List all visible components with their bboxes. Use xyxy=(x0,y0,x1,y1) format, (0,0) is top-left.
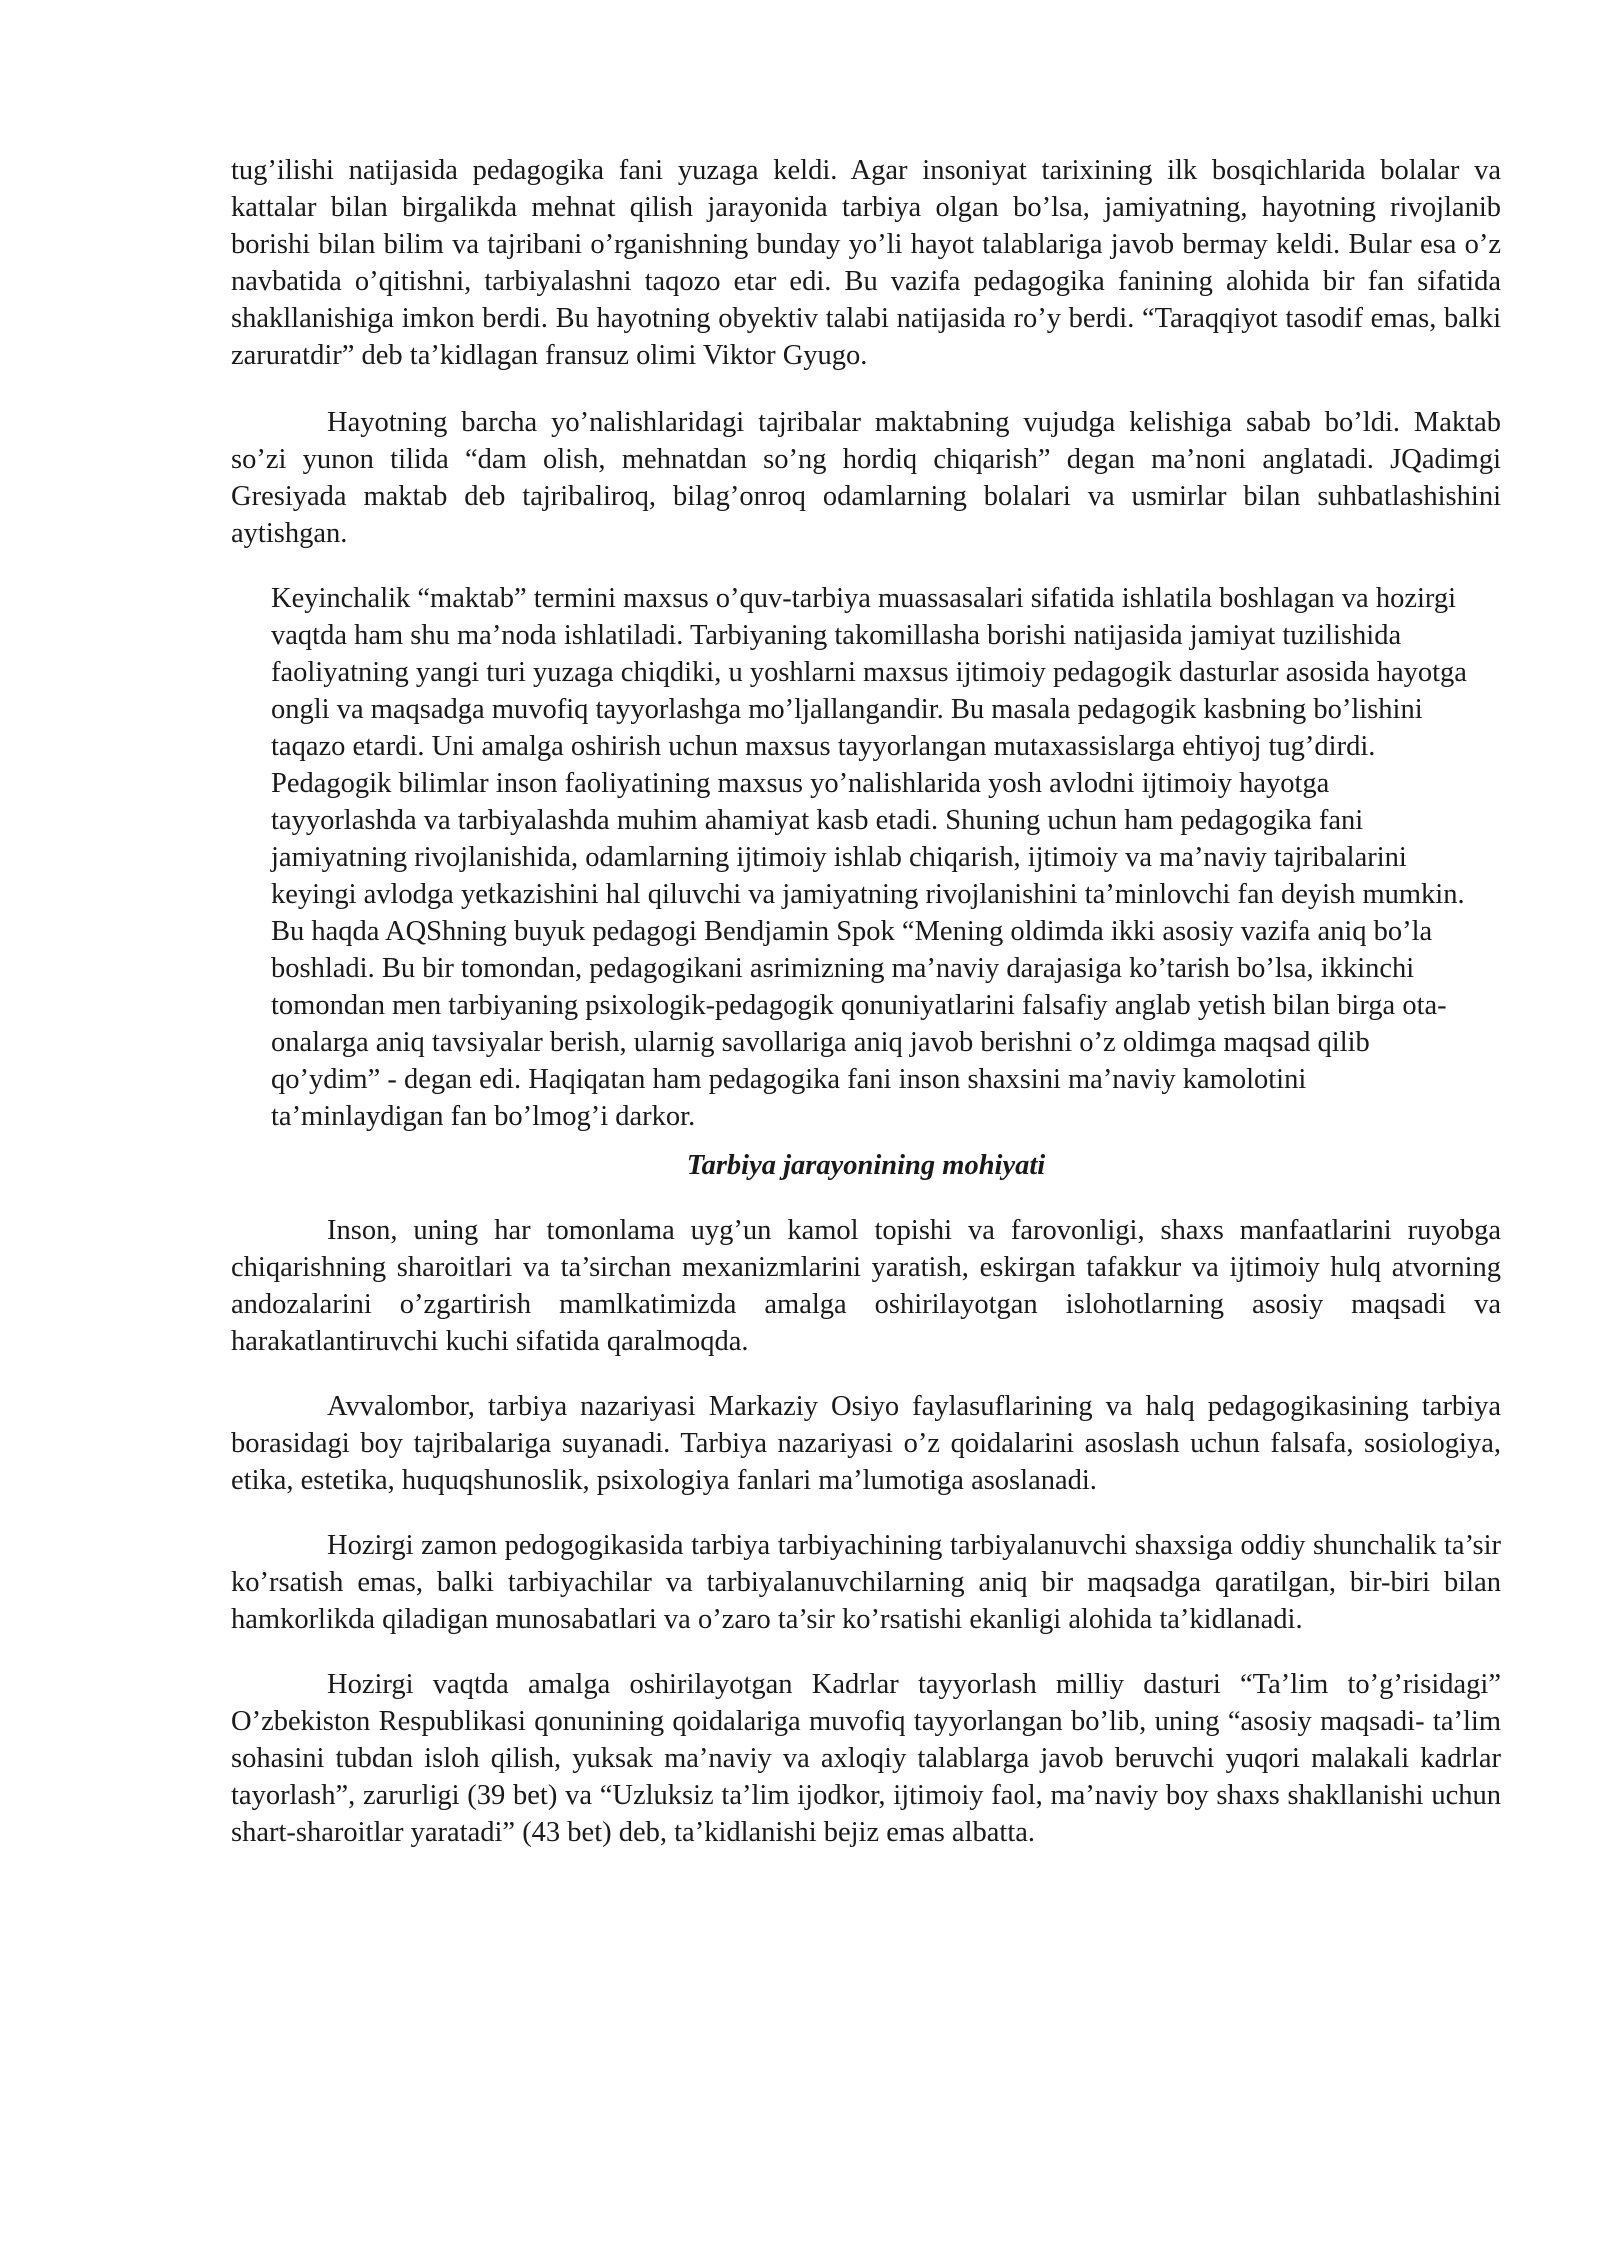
paragraph-maktab-origin: Hayotning barcha yo’nalishlaridagi tajribalar maktabning vujudga kelishiga sabab bo’ldi. Maktab so’zi yunon tilida “dam olish, mehnatdan so’ng hordiq chiqarish” degan ma’noni anglatadi. JQadimgi Gresiyada maktab deb tajribaliroq, bilag’onroq odamlarning bolalari va usmirlar bilan suhbatlashishini aytishgan. xyxy=(231,407,1501,549)
paragraph-intro-continuation: tug’ilishi natijasida pedagogika fani yuzaga keldi. Agar insoniyat tarixining ilk bosqichlarida bolalar va kattalar bilan birgalikda mehnat qilish jarayonida tarbiya olgan bo’lsa, jamiyatning, hayotning rivojlanib borishi bilan bilim va tajribani o’rganishning bunday yo’li hayot talablariga javob bermay keldi. Bular esa o’z navbatida o’qitishni, tarbiyalashni taqozo etar edi. Bu vazifa pedagogika fanining alohida bir fan sifatida shakllanishiga imkon berdi. Bu hayotning obyektiv talabi natijasida ro’y berdi. “Taraqqiyot tasodif emas, balki zaruratdir” deb ta’kidlagan fransuz olimi Viktor Gyugo. xyxy=(231,155,1501,371)
paragraph-maktab-term: Keyinchalik “maktab” termini maxsus o’quv-tarbiya muassasalari sifatida ishlatila boshlagan va hozirgi vaqtda ham shu ma’noda ishlatiladi. Tarbiyaning takomillasha borishi natijasida jamiyat tuzilishida faoliyatning yangi turi yuzaga chiqdiki, u yoshlarni maxsus ijtimoiy pedagogik dasturlar asosida hayotga ongli va maqsadga muvofiq tayyorlashga mo’ljallangandir. Bu masala pedagogik kasbning bo’lishini taqazo etardi. Uni amalga oshirish uchun maxsus tayyorlangan mutaxassislarga ehtiyoj tug’dirdi. Pedagogik bilimlar inson faoliyatining maxsus yo’nalishlarida yosh avlodni ijtimoiy hayotga tayyorlashda va tarbiyalashda muhim ahamiyat kasb etadi. Shuning uchun ham pedagogika fani jamiyatning rivojlanishida, odamlarning ijtimoiy ishlab chiqarish, ijtimoiy va ma’naviy tajribalarini keyingi avlodga yetkazishini hal qiluvchi va jamiyatning rivojlanishini ta’minlovchi fan deyish mumkin. Bu haqda AQShning buyuk pedagogi Bendjamin Spok “Mening oldimda ikki asosiy vazifa aniq bo’la boshladi. Bu bir tomondan, pedagogikani asrimizning ma’naviy darajasiga ko’tarish bo’lsa, ikkinchi tomondan men tarbiyaning psixologik-pedagogik qonuniyatlarini falsafiy anglab yetish bilan birga ota-onalarga aniq tavsiyalar berish, ularnig savollariga aniq javob berishni o’z oldimga maqsad qilib qo’ydim” - degan edi. Haqiqatan ham pedagogika fani inson shaxsini ma’naviy kamolotini ta’minlaydigan fan bo’lmog’i darkor. xyxy=(271,583,1467,1132)
paragraph-inson: Inson, uning har tomonlama uyg’un kamol topishi va farovonligi, shaxs manfaatlarini ruyobga chiqarishning sharoitlari va ta’sirchan mexanizmlarini yaratish, eskirgan tafakkur va ijtimoiy hulq atvorning andozalarini o’zgartirish mamlkatimizda amalga oshirilayotgan islohotlarning asosiy maqsadi va harakatlantiruvchi kuchi sifatida qaralmoqda. xyxy=(231,1215,1501,1357)
paragraph-hozirgi-vaqtda: Hozirgi vaqtda amalga oshirilayotgan Kadrlar tayyorlash milliy dasturi “Ta’lim to’g’risidagi” O’zbekiston Respublikasi qonunining qoidalariga muvofiq tayyorlangan bo’lib, uning “asosiy maqsadi- ta’lim sohasini tubdan isloh qilish, yuksak ma’naviy va axloqiy talablarga javob beruvchi yuqori malakali kadrlar tayorlash”, zarurligi (39 bet) va “Uzluksiz ta’lim ijodkor, ijtimoiy faol, ma’naviy boy shaxs shakllanishi uchun shart-sharoitlar yaratadi” (43 bet) deb, ta’kidlanishi bejiz emas albatta. xyxy=(231,1669,1501,1848)
paragraph-avvalombor: Avvalombor, tarbiya nazariyasi Markaziy Osiyo faylasuflarining va halq pedagogikasining tarbiya borasidagi boy tajribalariga suyanadi. Tarbiya nazariyasi o’z qoidalarini asoslash uchun falsafa, sosiologiya, etika, estetika, huquqshunoslik, psixologiya fanlari ma’lumotiga asoslanadi. xyxy=(231,1391,1501,1496)
document-page xyxy=(231,152,1501,1851)
paragraph-hozirgi-zamon: Hozirgi zamon pedogogikasida tarbiya tarbiyachining tarbiyalanuvchi shaxsiga oddiy shunchalik ta’sir ko’rsatish emas, balki tarbiyachilar va tarbiyalanuvchilarning aniq bir maqsadga qaratilgan, bir-biri bilan hamkorlikda qiladigan munosabatlari va o’zaro ta’sir ko’rsatishi ekanligi alohida ta’kidlanadi. xyxy=(231,1530,1501,1635)
section-heading: Tarbiya jarayonining mohiyati xyxy=(686,1150,1046,1181)
